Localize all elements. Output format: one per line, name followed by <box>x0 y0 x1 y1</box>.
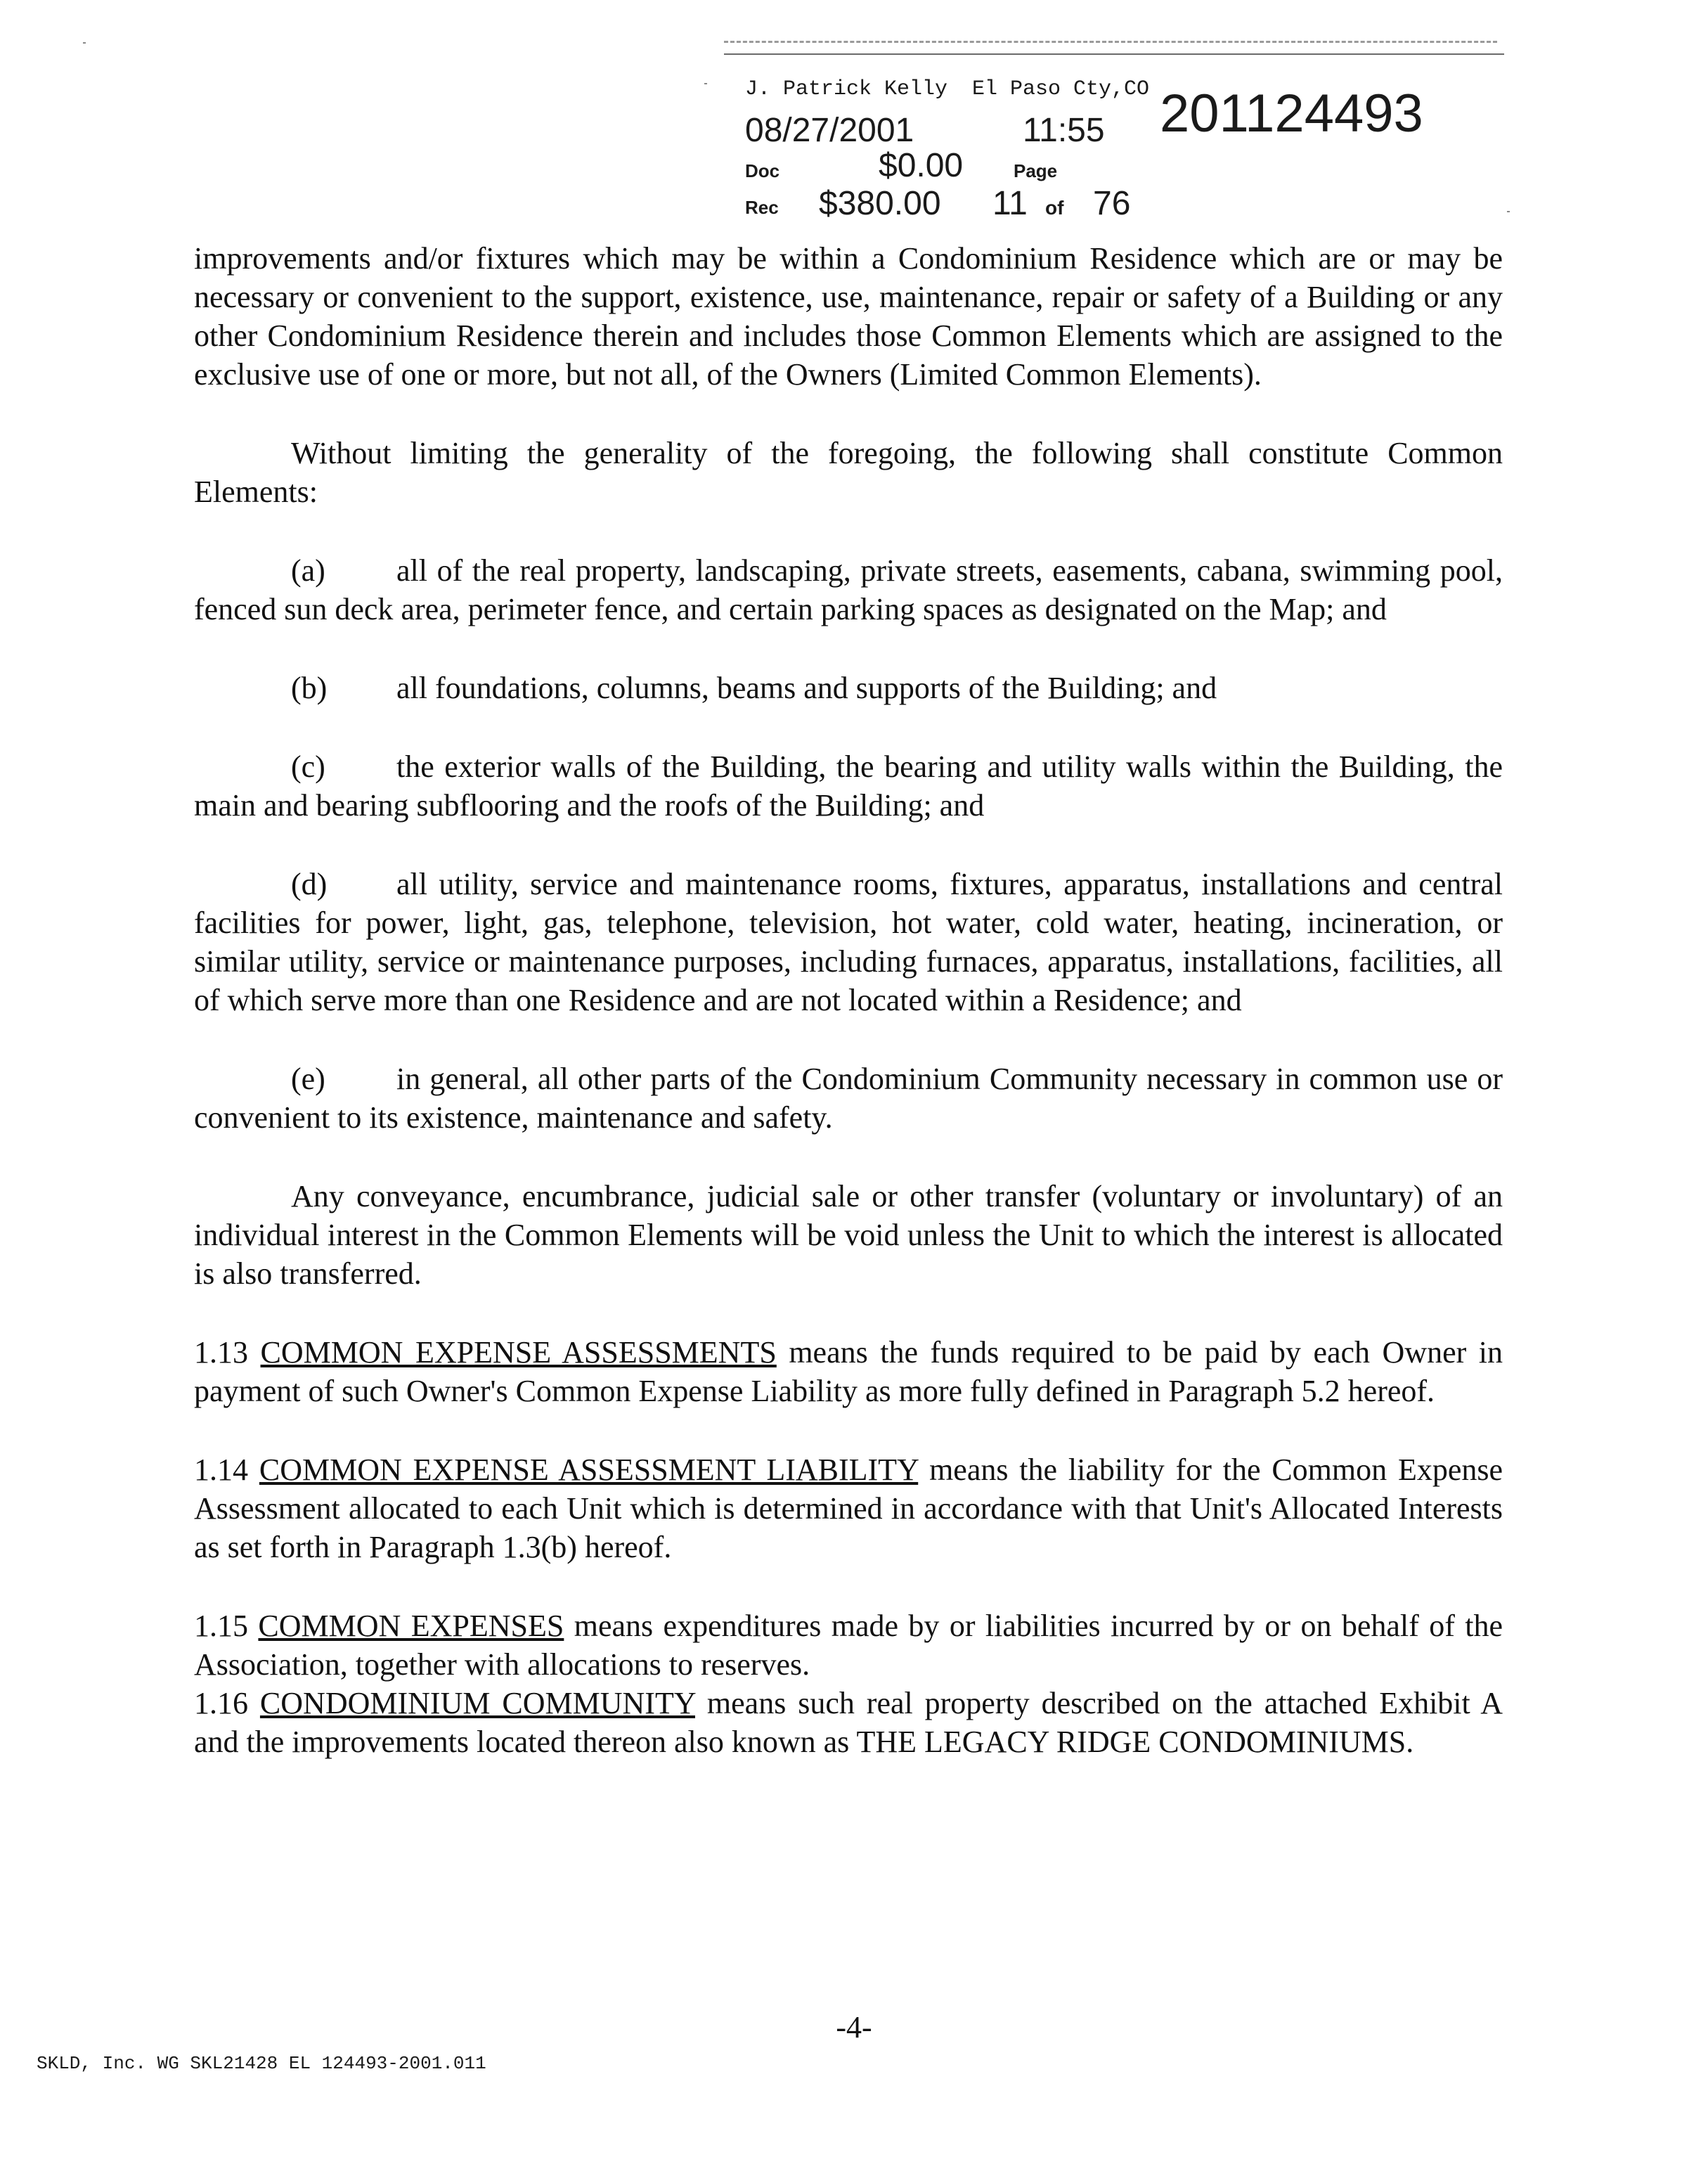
stamp-top-rule <box>724 41 1497 43</box>
stamp-second-rule <box>724 53 1504 55</box>
item-text: the exterior walls of the Building, the bearing and utility walls within the Building, the main and bearing subflooring and the roofs of the Building; and <box>194 749 1503 823</box>
conveyance-paragraph: Any conveyance, encumbrance, judicial sale or other transfer (voluntary or involuntary) of an individual interest in the Common Elements will be void unless the Unit to which the interest is allocated is also transferred. <box>194 1179 1503 1291</box>
without-limiting-paragraph: Without limiting the generality of the foregoing, the following shall constitute Common Elements: <box>194 436 1503 509</box>
definition-term: COMMON EXPENSES <box>258 1609 564 1643</box>
definition-number: 1.14 <box>194 1453 248 1487</box>
definition-number: 1.15 <box>194 1609 248 1643</box>
item-label: (d) <box>291 867 328 901</box>
item-text: all utility, service and maintenance rooms, fixtures, apparatus, installations and central facilities for power, light, gas, telephone, television, hot water, cold water, heating, incineration, or similar utility, service or maintenance purposes, including furnaces, apparatus, installations, facilities, all of which serve more than one Residence and are not located within a Residence; and <box>194 867 1503 1017</box>
definition-text: means the funds required to be paid by each Owner in payment of such Owner's Common Expense Liability as more fully defined in Paragraph 5.2 hereof. <box>194 1335 1503 1408</box>
item-label: (e) <box>291 1062 325 1096</box>
intro-paragraph: improvements and/or fixtures which may be within a Condominium Residence which are or may be necessary or convenient to the support, existence, use, maintenance, repair or safety of a Building or any other Condominium Residence therein and includes those Common Elements which are assigned to the exclusive use of one or more, but not all, of the Owners (Limited Common Elements). <box>194 241 1503 392</box>
definition-text: means the liability for the Common Expense Assessment allocated to each Unit which is determined in accordance with that Unit's Allocated Interests as set forth in Paragraph 1.3(b) hereof. <box>194 1453 1503 1564</box>
definition-term: COMMON EXPENSE ASSESSMENT LIABILITY <box>259 1453 919 1487</box>
stamp-county: El Paso Cty,CO <box>972 77 1150 101</box>
stamp-rec-fee: $380.00 <box>819 185 941 222</box>
item-text: in general, all other parts of the Condominium Community necessary in common use or convenient to its existence, maintenance and safety. <box>194 1062 1503 1135</box>
definition-text: means such real property described on the attached Exhibit A and the improvements located thereon also known as THE LEGACY RIDGE CONDOMINIUMS. <box>194 1686 1503 1759</box>
scan-speck <box>704 83 707 84</box>
stamp-date: 08/27/2001 <box>745 112 914 149</box>
stamp-time: 11:55 <box>1023 112 1105 149</box>
list-item <box>194 551 1503 629</box>
item-label: (c) <box>291 749 325 784</box>
item-text: all foundations, columns, beams and supports of the Building; and <box>396 671 1217 705</box>
definition-term: CONDOMINIUM COMMUNITY <box>259 1686 695 1720</box>
definition-1-16 <box>194 1684 1503 1761</box>
definition-1-14 <box>194 1450 1503 1566</box>
definition-term: COMMON EXPENSE ASSESSMENTS <box>260 1335 777 1370</box>
definition-1-13 <box>194 1333 1503 1410</box>
list-item <box>194 1060 1503 1137</box>
definition-number: 1.13 <box>194 1335 248 1370</box>
definition-text: means expenditures made by or liabilities incurred by or on behalf of the Association, together with allocations to reserves. <box>194 1609 1503 1682</box>
definition-number: 1.16 <box>194 1686 248 1720</box>
item-label: (b) <box>291 671 328 705</box>
stamp-page-total: 76 <box>1093 185 1131 222</box>
document-body <box>194 239 1503 1761</box>
stamp-recorder: J. Patrick Kelly <box>745 77 948 101</box>
definition-1-15 <box>194 1606 1503 1684</box>
footer-reference: SKLD, Inc. WG SKL21428 EL 124493-2001.011 <box>37 2053 486 2074</box>
item-label: (a) <box>291 553 325 588</box>
stamp-of-label: of <box>1045 197 1064 219</box>
stamp-page-label: Page <box>1014 160 1058 181</box>
list-item <box>194 669 1503 707</box>
stamp-doc-label: Doc <box>745 160 780 181</box>
page-number: -4- <box>836 2010 872 2044</box>
list-item <box>194 747 1503 825</box>
item-text: all of the real property, landscaping, private streets, easements, cabana, swimming pool, fenced sun deck area, perimeter fence, and certain parking spaces as designated on the Map; and <box>194 553 1503 626</box>
stamp-document-number: 201124493 <box>1160 84 1423 143</box>
stamp-page-number: 11 <box>992 185 1028 222</box>
stamp-rec-label: Rec <box>745 197 779 218</box>
recording-stamp <box>745 77 1504 232</box>
stamp-doc-fee: $0.00 <box>879 147 964 184</box>
scan-speck <box>1507 211 1510 212</box>
list-item <box>194 865 1503 1019</box>
scan-speck <box>83 42 86 44</box>
